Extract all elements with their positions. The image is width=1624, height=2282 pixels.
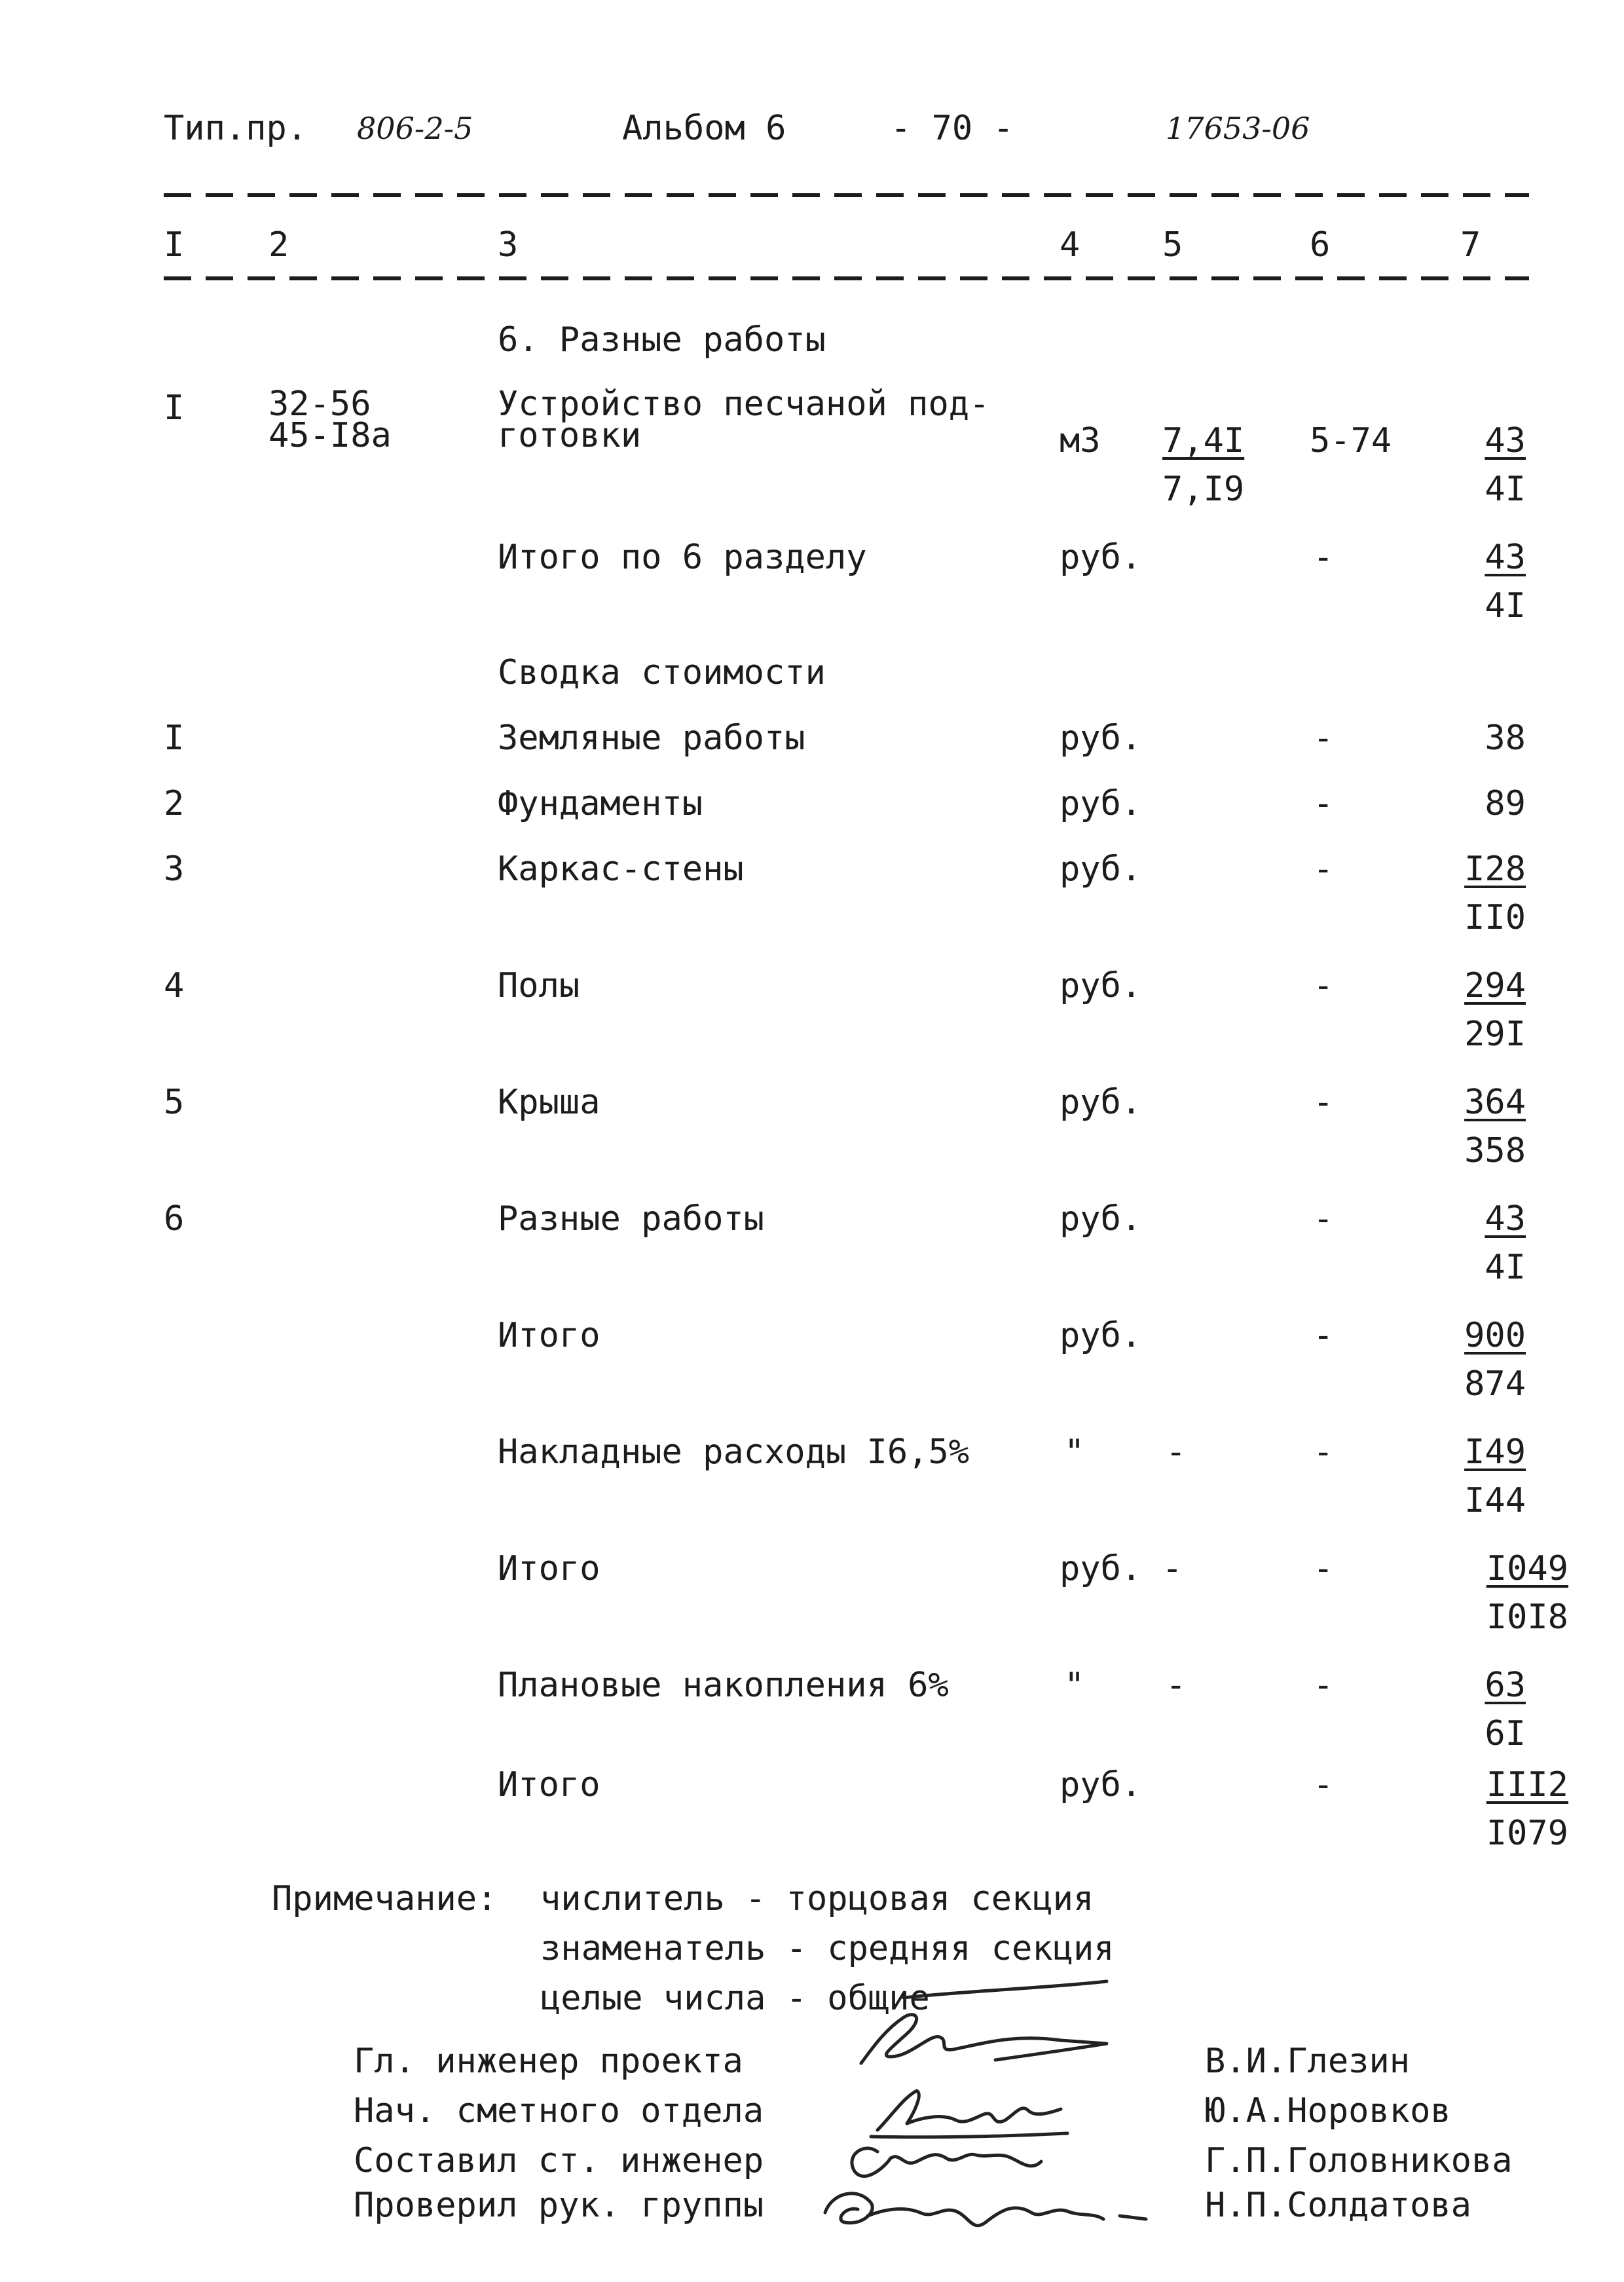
section-total-price: - <box>1313 538 1334 577</box>
row-name-1: Устройство песчаной под- <box>498 384 990 424</box>
summary-row-sum-denominator: II0 <box>1464 898 1526 937</box>
header-type-value: 806-2-5 <box>357 111 473 146</box>
summary-row-unit: руб. <box>1060 719 1142 758</box>
summary-row-number: I <box>164 719 185 758</box>
summary-row-sum: 89 <box>1485 784 1526 823</box>
summary-row-name: Полы <box>498 966 580 1005</box>
col-header-1: I <box>164 225 185 265</box>
col-header-5: 5 <box>1162 225 1183 265</box>
total-label: Итого <box>498 1316 600 1355</box>
grand-total-sum-numerator: III2 <box>1486 1765 1568 1805</box>
row-unit: м3 <box>1060 421 1101 460</box>
row-qty-denominator: 7,I9 <box>1162 470 1245 509</box>
section-total-unit: руб. <box>1060 538 1142 577</box>
signature-role: Гл. инженер проекта <box>354 2042 743 2081</box>
grand-total-label: Итого <box>498 1765 600 1805</box>
summary-row-name: Фундаменты <box>498 784 703 823</box>
row-qty-numerator: 7,4I <box>1162 421 1245 460</box>
subtotal-price: - <box>1313 1549 1334 1588</box>
total-price: - <box>1313 1316 1334 1355</box>
summary-row-name: Земляные работы <box>498 719 805 758</box>
summary-row-price: - <box>1313 966 1334 1005</box>
summary-row-number: 2 <box>164 784 185 823</box>
signature-name: Н.П.Солдатова <box>1205 2186 1471 2225</box>
row-name-2: готовки <box>498 416 642 455</box>
col-header-3: 3 <box>498 225 519 265</box>
summary-title: Сводка стоимости <box>498 653 826 692</box>
summary-row-sum-numerator: 364 <box>1464 1083 1526 1122</box>
summary-row-sum: 38 <box>1485 719 1526 758</box>
planned-savings-label: Плановые накопления 6% <box>498 1666 949 1705</box>
summary-row-unit: руб. <box>1060 1199 1142 1239</box>
planned-savings-price: - <box>1313 1666 1334 1705</box>
overhead-qty: - <box>1166 1432 1187 1472</box>
signature-role: Проверил рук. группы <box>354 2186 764 2225</box>
section-total-sum-numerator: 43 <box>1485 538 1526 577</box>
section-total-label: Итого по 6 разделу <box>498 538 867 577</box>
section-title: 6. Разные работы <box>498 320 826 360</box>
total-sum-denominator: 874 <box>1464 1364 1526 1404</box>
note-line: целые числа - общие <box>540 1979 930 2018</box>
summary-row-name: Разные работы <box>498 1199 764 1239</box>
summary-row-unit: руб. <box>1060 966 1142 1005</box>
subtotal-label: Итого <box>498 1549 600 1588</box>
total-unit: руб. <box>1060 1316 1142 1355</box>
overhead-sum-numerator: I49 <box>1464 1432 1526 1472</box>
planned-savings-sum-denominator: 6I <box>1485 1714 1526 1753</box>
row-price: 5-74 <box>1310 421 1392 460</box>
summary-row-sum-numerator: I28 <box>1464 850 1526 889</box>
summary-row-number: 3 <box>164 850 185 889</box>
col-header-4: 4 <box>1060 225 1080 265</box>
overhead-label: Накладные расходы I6,5% <box>498 1432 970 1472</box>
grand-total-unit: руб. <box>1060 1765 1142 1805</box>
summary-row-name: Каркас-стены <box>498 850 744 889</box>
header-album: Альбом 6 <box>622 109 786 148</box>
summary-row-sum-denominator: 4I <box>1485 1248 1526 1287</box>
summary-row-number: 6 <box>164 1199 185 1239</box>
planned-savings-sum-numerator: 63 <box>1485 1666 1526 1705</box>
summary-row-number: 4 <box>164 966 185 1005</box>
summary-row-sum-denominator: 29I <box>1464 1015 1526 1054</box>
summary-row-unit: руб. <box>1060 784 1142 823</box>
row-code-2: 45-I8a <box>268 416 392 455</box>
note-line: знаменатель - средняя секция <box>540 1929 1115 1968</box>
overhead-unit: " <box>1064 1432 1085 1472</box>
row-number: I <box>164 388 185 428</box>
grand-total-price: - <box>1313 1765 1334 1805</box>
header-type-label: Тип.пр. <box>164 109 308 148</box>
signature-name: Ю.А.Норовков <box>1205 2091 1451 2131</box>
dashed-rule-top <box>164 193 1529 197</box>
row-sum-denominator: 4I <box>1485 470 1526 509</box>
header-page-number: - 70 - <box>891 109 1014 148</box>
signature-role: Составил ст. инженер <box>354 2141 764 2180</box>
dashed-rule-bottom <box>164 276 1529 280</box>
subtotal-unit: руб. - <box>1060 1549 1183 1588</box>
summary-row-sum-numerator: 294 <box>1464 966 1526 1005</box>
summary-row-price: - <box>1313 719 1334 758</box>
subtotal-sum-denominator: I0I8 <box>1486 1598 1568 1637</box>
header-doc-code: 17653-06 <box>1166 111 1310 146</box>
summary-row-sum-numerator: 43 <box>1485 1199 1526 1239</box>
signature-name: В.И.Глезин <box>1205 2042 1411 2081</box>
note-label: Примечание: <box>272 1879 498 1918</box>
summary-row-price: - <box>1313 784 1334 823</box>
signature-name: Г.П.Головникова <box>1205 2141 1513 2180</box>
col-header-6: 6 <box>1310 225 1331 265</box>
overhead-price: - <box>1313 1432 1334 1472</box>
total-sum-numerator: 900 <box>1464 1316 1526 1355</box>
summary-row-price: - <box>1313 1083 1334 1122</box>
summary-row-number: 5 <box>164 1083 185 1122</box>
planned-savings-unit: " <box>1064 1666 1085 1705</box>
row-code-1: 32-56 <box>268 384 371 424</box>
summary-row-unit: руб. <box>1060 1083 1142 1122</box>
row-sum-numerator: 43 <box>1485 421 1526 460</box>
summary-row-price: - <box>1313 1199 1334 1239</box>
summary-row-unit: руб. <box>1060 850 1142 889</box>
handwritten-signature-group-lead <box>805 2173 1172 2252</box>
note-line: числитель - торцовая секция <box>540 1879 1094 1918</box>
summary-row-name: Крыша <box>498 1083 600 1122</box>
col-header-7: 7 <box>1460 225 1481 265</box>
summary-row-price: - <box>1313 850 1334 889</box>
overhead-sum-denominator: I44 <box>1464 1481 1526 1520</box>
subtotal-sum-numerator: I049 <box>1486 1549 1568 1588</box>
section-total-sum-denominator: 4I <box>1485 586 1526 626</box>
summary-row-sum-denominator: 358 <box>1464 1131 1526 1170</box>
grand-total-sum-denominator: I079 <box>1486 1814 1568 1853</box>
col-header-2: 2 <box>268 225 289 265</box>
planned-savings-qty: - <box>1166 1666 1187 1705</box>
signature-role: Нач. сметного отдела <box>354 2091 764 2131</box>
